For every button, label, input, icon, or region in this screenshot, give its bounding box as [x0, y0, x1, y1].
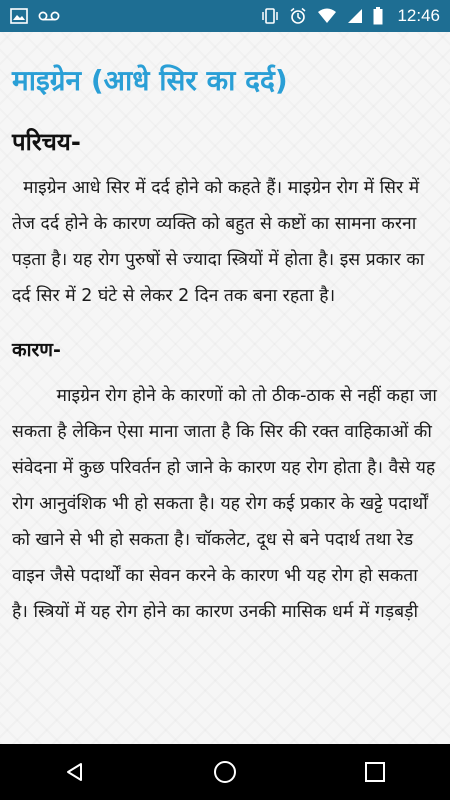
- back-icon: [63, 760, 87, 784]
- page-title: माइग्रेन (आधे सिर का दर्द): [12, 64, 288, 97]
- wifi-icon: [317, 8, 337, 24]
- article-content[interactable]: [0, 32, 450, 744]
- image-icon: [10, 8, 28, 24]
- intro-heading: परिचय-: [12, 128, 81, 156]
- status-time: 12:46: [397, 6, 440, 25]
- recents-icon: [364, 761, 386, 783]
- cause-paragraph: माइग्रेन रोग होने के कारणों को तो ठीक-ठाक से नहीं कहा जा सकता है लेकिन ऐसा माना जाता है कि सिर की रक्त वाहिकाओं की संवेदना में कुछ परिवर्तन हो जाने के कारण यह रोग होता है। वैसे यह रोग आनुवंशिक भी हो सकता है। यह रोग कई प्रकार के खट्टे पदार्थों को खाने से भी हो सकता है। चॉकलेट, दूध से बने पदार्थ तथा रेड वाइन जैसे पदार्थों का सेवन करने के कारण भी यह रोग हो सकता है। स्त्रियों में यह रोग होने का कारण उनकी मासिक धर्म में गड़बड़ी: [12, 386, 443, 622]
- cause-heading: कारण-: [12, 339, 61, 361]
- signal-icon: [347, 8, 363, 24]
- intro-paragraph: माइग्रेन आधे सिर में दर्द होने को कहते हैं। माइग्रेन रोग में सिर में तेज दर्द होने के कारण व्यक्ति को बहुत से कष्टों का सामना करना पड़ता है। यह रोग पुरुषों से ज्यादा स्त्रियों में होता है। इस प्रकार का दर्द सिर में 2 घंटे से लेकर 2 दिन तक बना रहता है।: [12, 178, 430, 306]
- status-bar: [0, 0, 450, 32]
- alarm-icon: [289, 7, 307, 25]
- battery-icon: [373, 7, 383, 25]
- vibrate-icon: [261, 7, 279, 25]
- navigation-bar: [0, 744, 450, 800]
- recents-button[interactable]: [345, 744, 405, 800]
- home-button[interactable]: [195, 744, 255, 800]
- voicemail-icon: [38, 10, 60, 22]
- home-icon: [212, 759, 238, 785]
- back-button[interactable]: [45, 744, 105, 800]
- status-right: [261, 6, 440, 26]
- status-left: [10, 8, 60, 24]
